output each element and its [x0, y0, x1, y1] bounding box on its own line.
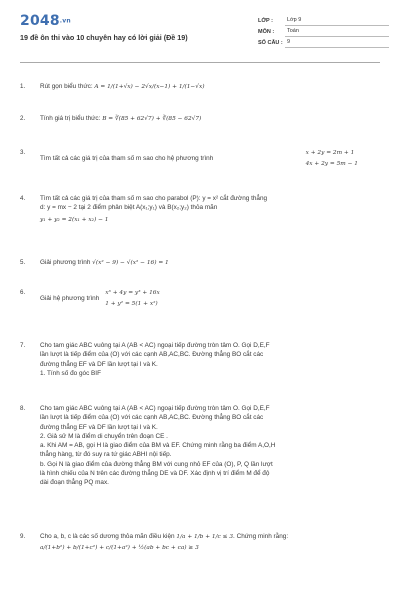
- question-number: 7.: [20, 342, 26, 349]
- question-3: [20, 148, 380, 170]
- question-2: [20, 114, 380, 124]
- meta-label: LỚP :: [258, 17, 273, 24]
- question-8: [20, 404, 380, 488]
- header-divider: [20, 62, 380, 63]
- question-body: [40, 532, 380, 554]
- question-number: 2.: [20, 115, 26, 122]
- question-number: 5.: [20, 259, 26, 266]
- question-number: 9.: [20, 533, 26, 540]
- question-body: [40, 258, 380, 268]
- question-body: [40, 404, 380, 488]
- equation-system: [306, 148, 358, 170]
- question-body: [40, 114, 380, 124]
- question-1: [20, 82, 380, 92]
- site-logo[interactable]: [20, 13, 71, 29]
- question-body: [40, 288, 380, 310]
- question-line: 1. Tính số đo góc BIF: [40, 369, 101, 377]
- question-line: b. Gọi N là giao điểm của đường thẳng BM với cung nhỏ EF của (O), P, Q lần lượt: [40, 460, 273, 468]
- question-line: 2. Giả sử M là điểm di chuyển trên đoạn CE .: [40, 432, 168, 440]
- question-text: Giải hệ phương trình: [40, 295, 100, 303]
- equation-line: 4x + 2y = 5m − 1: [305, 161, 358, 167]
- question-body: [40, 82, 380, 92]
- equation-line: x³ + 4y = y³ + 16x: [105, 290, 160, 296]
- question-text: Cho a, b, c là các số dương thỏa mãn điều kiện: [40, 533, 175, 540]
- equation-line: x + 2y = 2m + 1: [305, 150, 355, 156]
- meta-row-class: [258, 15, 389, 26]
- question-7: [20, 341, 380, 378]
- question-number: 1.: [20, 83, 26, 90]
- question-body: [40, 194, 380, 225]
- question-math: √(x² − 9) − √(x² − 16) = 1: [92, 260, 169, 266]
- question-line: Cho tam giác ABC vuông tại A (AB < AC) ngoại tiếp đường tròn tâm O. Gọi D,E,F: [40, 405, 270, 412]
- meta-value: 9: [285, 38, 389, 48]
- question-line: [40, 532, 380, 542]
- question-number: 8.: [20, 405, 26, 412]
- question-line: đường thẳng EF và DF lần lượt tại I và K.: [40, 423, 158, 431]
- meta-label: SỐ CÂU :: [258, 39, 283, 46]
- question-line: thẳng hàng, từ đó suy ra tứ giác ABHI nội tiếp.: [40, 451, 172, 459]
- question-line: Cho tam giác ABC vuông tại A (AB < AC) ngoại tiếp đường tròn tâm O. Gọi D,E,F: [40, 342, 270, 349]
- logo-text: 2048: [20, 13, 60, 29]
- question-number: 6.: [20, 289, 26, 296]
- question-math: a/(1+b²) + b/(1+c²) + c/(1+a²) + ½(ab + bc + ca) ≥ 3: [40, 545, 199, 552]
- question-line: là hình chiếu của N trên các đường thẳng DE và DF. Xác định vị trí điểm M để độ: [40, 470, 270, 478]
- question-line: lần lượt là tiếp điểm của (O) với các cạnh AB,AC,BC. Đường thẳng BO cắt các: [40, 351, 264, 359]
- question-text: Rút gọn biểu thức:: [40, 83, 93, 90]
- question-6: [20, 288, 380, 310]
- logo-suffix: .vn: [59, 17, 71, 25]
- question-text: Tìm tất cả các giá trị của tham số m sao cho hệ phương trình: [40, 155, 214, 163]
- question-line: d: y = mx − 2 tại 2 điểm phân biệt A(x₁;y₁) và B(x₂;y₂) thỏa mãn: [40, 204, 218, 212]
- question-9: [20, 532, 380, 554]
- question-math: A = 1/(1+√x) − 2√x/(x−1) + 1/(1−√x): [94, 84, 205, 90]
- question-line: đường thẳng EF và DF lần lượt tại I và K.: [40, 360, 158, 368]
- question-text: Giải phương trình: [40, 259, 91, 266]
- question-4: [20, 194, 380, 225]
- meta-label: MÔN :: [258, 28, 275, 35]
- question-body: [40, 341, 380, 378]
- question-number: 4.: [20, 195, 26, 202]
- meta-value: Toán: [285, 27, 389, 37]
- meta-row-count: [258, 37, 389, 48]
- document-title: 19 đề ôn thi vào 10 chuyên hay có lời giải (Đề 19): [20, 33, 188, 42]
- meta-row-subject: [258, 26, 389, 37]
- question-math: y₁ + y₂ = 2(x₁ + x₂) − 1: [40, 216, 109, 223]
- question-line: Tìm tất cả các giá trị của tham số m sao cho parabol (P): y = x² cắt đường thẳng: [40, 195, 268, 202]
- question-line: a. Khi AM = AB, gọi H là giao điểm của BM và EF. Chứng minh rằng ba điểm A,O,H: [40, 442, 276, 450]
- question-text-after: . Chứng minh rằng:: [233, 533, 289, 540]
- question-line: lần lượt là tiếp điểm của (O) với các cạnh AB,AC,BC. Đường thẳng BO cắt các: [40, 414, 264, 422]
- meta-value: Lớp 9: [285, 16, 389, 26]
- question-body: [40, 148, 380, 170]
- question-math: B = ∛(85 + 62√7) + ∛(85 − 62√7): [102, 116, 202, 122]
- question-text: Tính giá trị biểu thức:: [40, 115, 101, 122]
- question-5: [20, 258, 380, 268]
- equation-line: 1 + y² = 5(1 + x²): [105, 301, 158, 307]
- question-condition: 1/a + 1/b + 1/c ≤ 3: [176, 534, 234, 540]
- equation-system: [105, 288, 159, 310]
- meta-box: [258, 15, 389, 48]
- question-number: 3.: [20, 149, 26, 156]
- question-line: dài đoạn thẳng PQ max.: [40, 479, 109, 487]
